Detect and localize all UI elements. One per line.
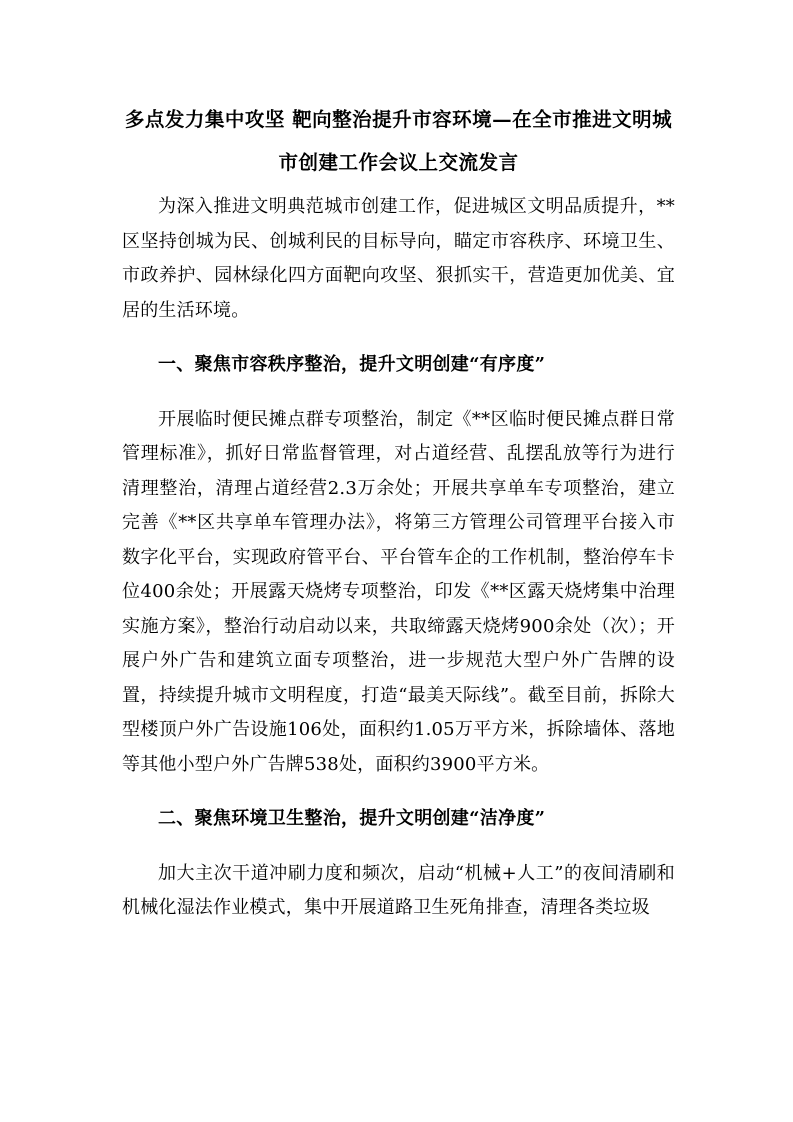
section-1-heading: 一、聚焦市容秩序整治，提升文明创建“有序度”	[158, 354, 546, 375]
section-2-paragraph: 加大主次干道冲刷力度和频次，启动“机械+人工”的夜间清刷和机械化湿法作业模式，集中开展道路卫生死角排查，清理各类垃圾	[122, 862, 675, 918]
section-2-heading: 二、聚焦环境卫生整治，提升文明创建“洁净度”	[158, 808, 546, 829]
section-1-paragraph: 开展临时便民摊点群专项整治，制定《**区临时便民摊点群日常管理标准》，抓好日常监督管理，对占道经营、乱摆乱放等行为进行清理整治，清理占道经营2.3万余处；开展共享单车专项整治，建立完善《**区共享单车管理办法》，将第三方管理公司管理平台接入市数字化平台，实现政府管平台、平台管车企的工作机制，整治停车卡位400余处；开展露天烧烤专项整治，印发《**区露天烧烤集中治理实施方案》，整治行动启动以来，共取缔露天烧烤900余处（次）；开展户外广告和建筑立面专项整治，进一步规范大型户外广告牌的设置，持续提升城市文明程度，打造“最美天际线”。截至目前，拆除大型楼顶户外广告设施106处，面积约1.05万平方米，拆除墙体、落地等其他小型户外广告牌538处，面积约3900平方米。	[122, 408, 675, 775]
document-title: 多点发力集中攻坚 靶向整治提升市容环境—在全市推进文明城市创建工作会议上交流发言	[124, 108, 673, 174]
intro-paragraph: 为深入推进文明典范城市创建工作，促进城区文明品质提升，**区坚持创城为民、创城利民的目标导向，瞄定市容秩序、环境卫生、市政养护、园林绿化四方面靶向攻坚、狠抓实干，营造更加优美、宜居的生活环境。	[122, 196, 675, 321]
